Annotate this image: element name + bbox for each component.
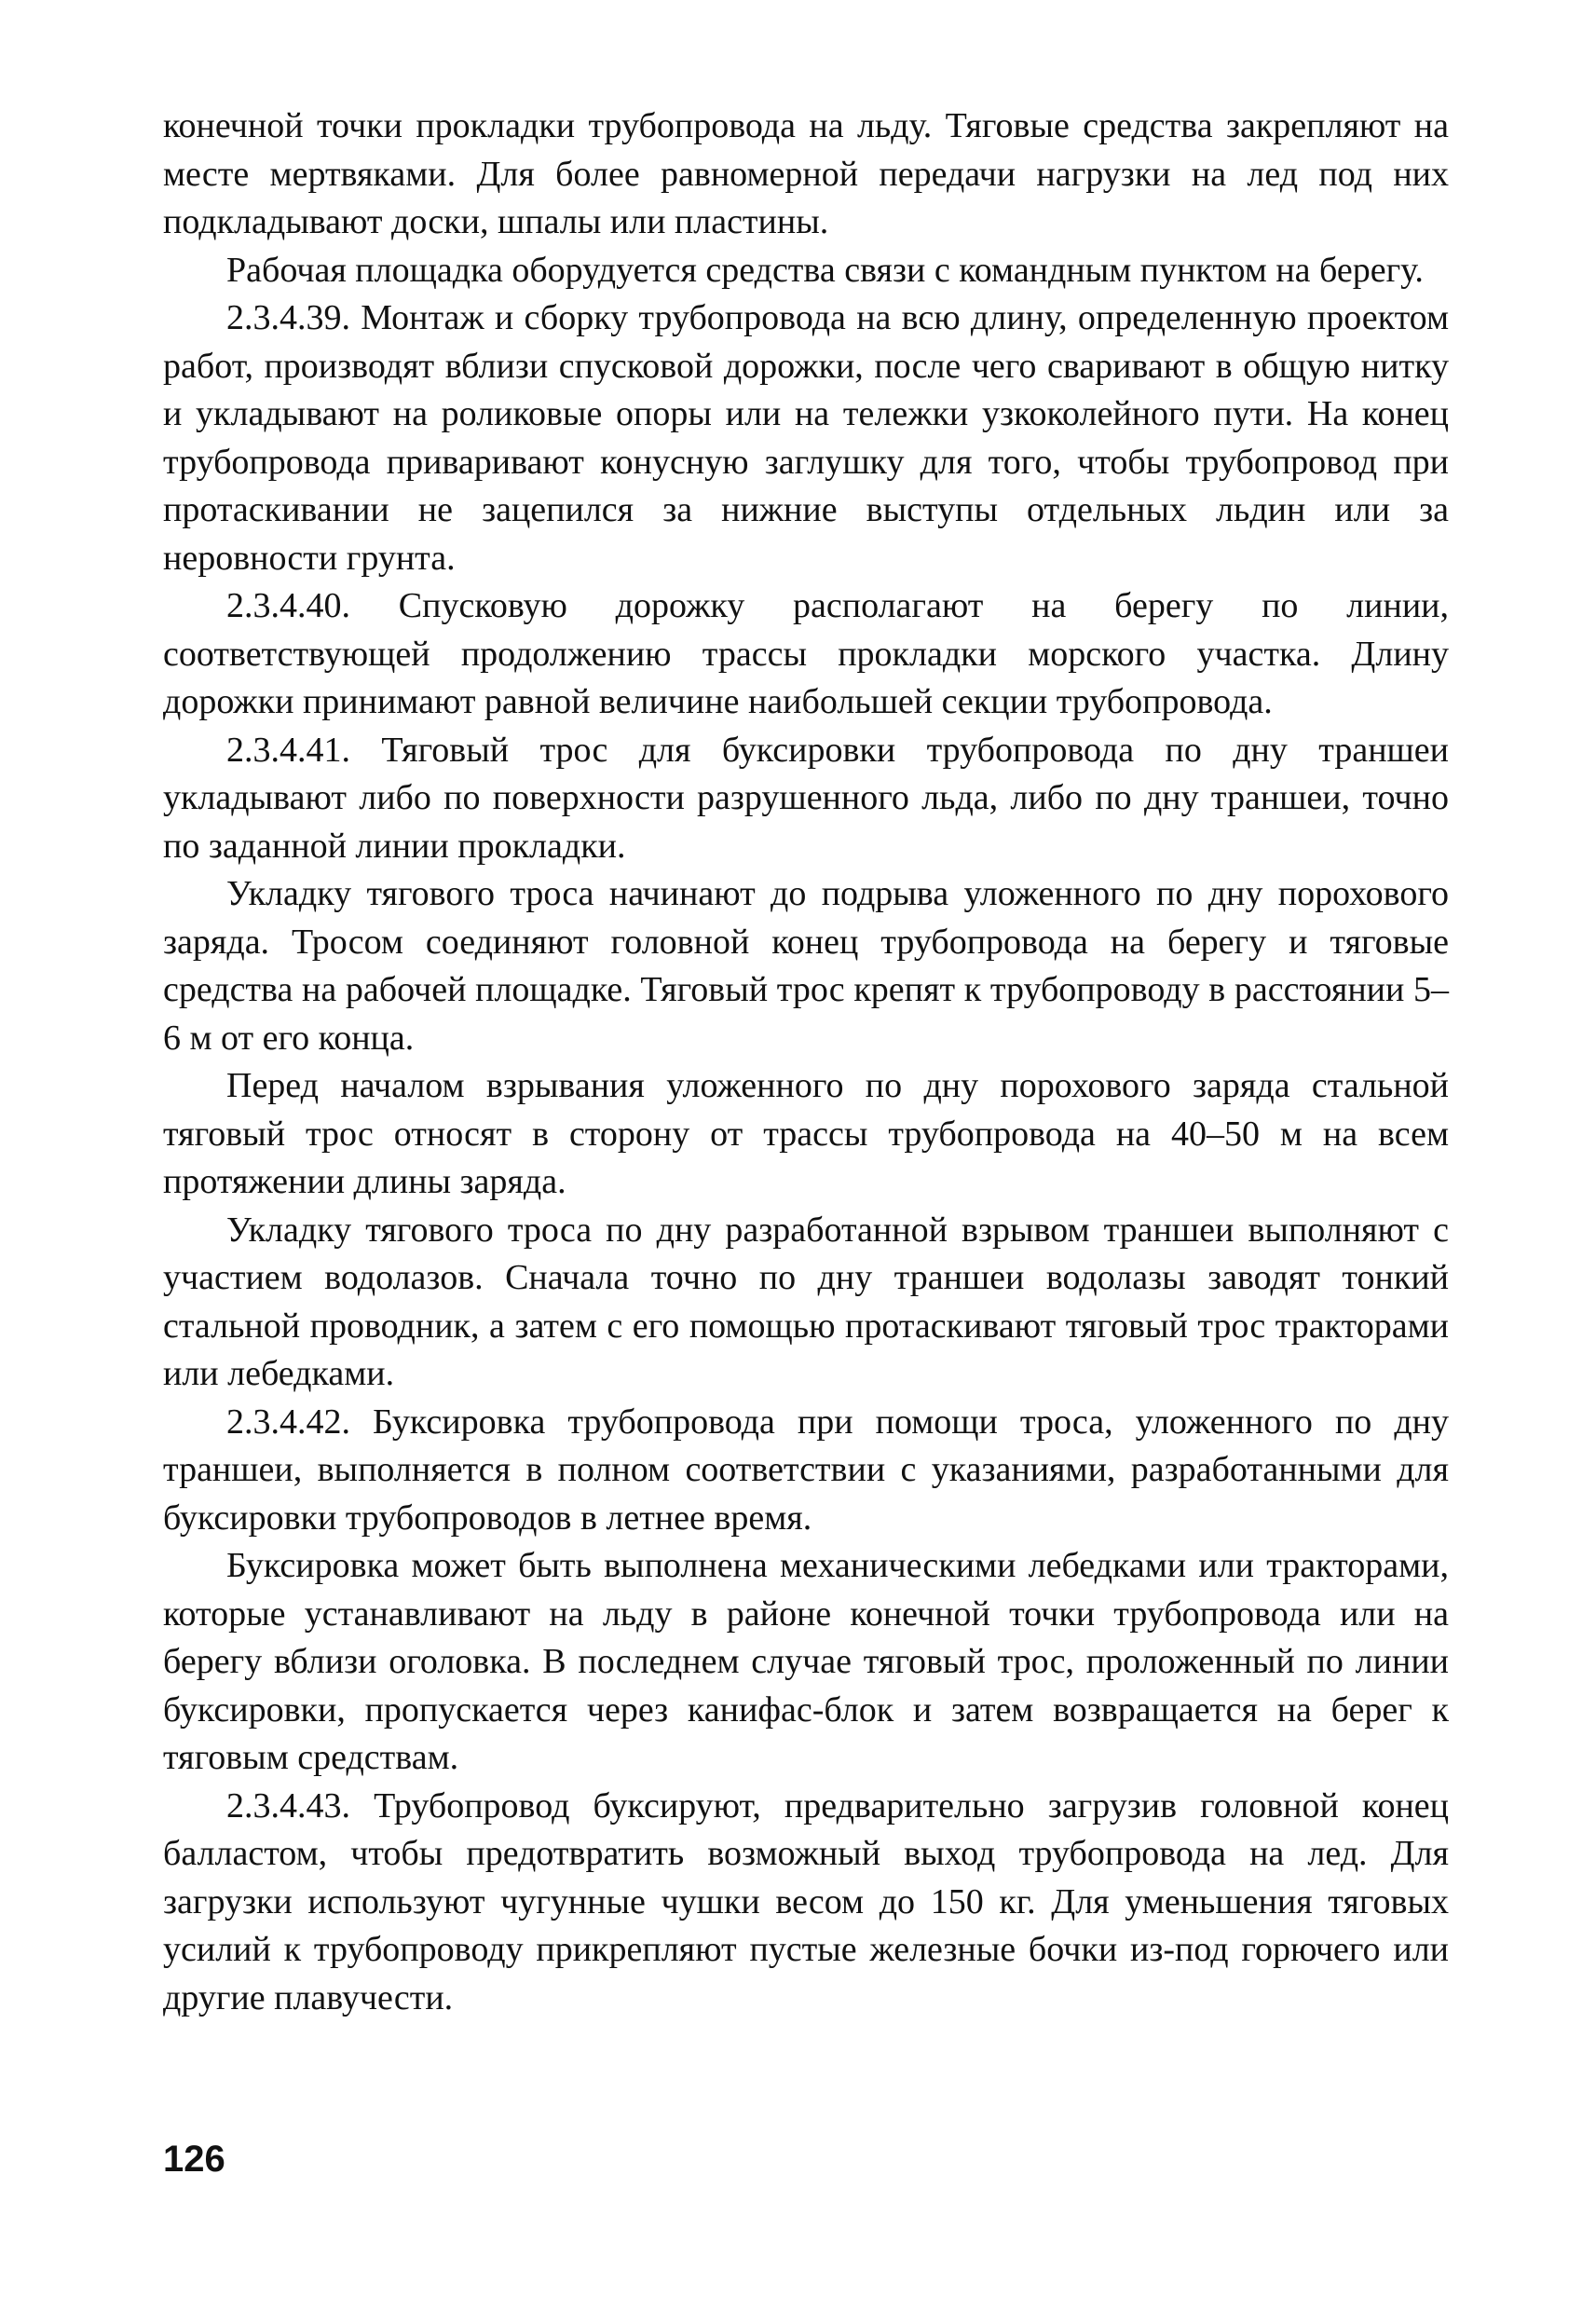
body-text [163,103,1449,2022]
paragraph-9: 2.3.4.42. Буксировка трубопровода при помощи троса, уложенного по дну траншеи, выполняется в полном соответствии с указаниями, разработанными для буксировки трубопроводов в летнее время. [163,1402,1449,1538]
paragraph-5: 2.3.4.41. Тяговый трос для буксировки трубопровода по дну траншеи укладывают либо по поверхности разрушенного льда, либо по дну траншеи, точно по заданной линии прокладки. [163,730,1449,866]
paragraph-6: Укладку тягового троса начинают до подрыва уложенного по дну порохового заряда. Тросом соединяют головной конец трубопровода на берегу и тяговые средства на рабочей площадке. Тяговый трос крепят к трубопроводу в расстоянии 5–6 м от его конца. [163,874,1449,1058]
paragraph-3: 2.3.4.39. Монтаж и сборку трубопровода на всю длину, определенную проектом работ, производят вблизи спусковой дорожки, после чего сваривают в общую нитку и укладывают на роликовые опоры или на тележки узкоколейного пути. На конец трубопровода приваривают конусную заглушку для того, чтобы трубопровод при протаскивании не зацепился за нижние выступы отдельных льдин или за неровности грунта. [163,298,1449,578]
paragraph-10: Буксировка может быть выполнена механическими лебедками или тракторами, которые устанавливают на льду в районе конечной точки трубопровода или на берегу вблизи оголовка. В последнем случае тяговый трос, проложенный по линии буксировки, пропускается через канифас-блок и затем возвращается на берег к тяговым средствам. [163,1546,1449,1777]
paragraph-4: 2.3.4.40. Спусковую дорожку располагают на берегу по линии, соответствующей продолжению трассы прокладки морского участка. Длину дорожки принимают равной величине наибольшей секции трубопровода. [163,586,1449,721]
page-number: 126 [163,2139,225,2180]
paragraph-11: 2.3.4.43. Трубопровод буксируют, предварительно загрузив головной конец балластом, чтобы предотвратить возможный выход трубопровода на лед. Для загрузки используют чугунные чушки весом до 150 кг. Для уменьшения тяговых усилий к трубопроводу прикрепляют пустые железные бочки из-под горючего или другие плавучести. [163,1785,1449,2017]
paragraph-2: Рабочая площадка оборудуется средства связи с командным пунктом на берегу. [226,250,1424,290]
paragraph-1: конечной точки прокладки трубопровода на льду. Тяговые средства закрепляют на месте мертвяками. Для более равномерной передачи нагрузки на лед под них подкладывают доски, шпалы или пластины. [163,106,1449,241]
paragraph-8: Укладку тягового троса по дну разработанной взрывом траншеи выполняют с участием водолазов. Сначала точно по дну траншеи водолазы заводят тонкий стальной проводник, а затем с его помощью протаскивают тяговый трос тракторами или лебедками. [163,1210,1449,1393]
paragraph-7: Перед началом взрывания уложенного по дну порохового заряда стальной тяговый трос относят в сторону от трассы трубопровода на 40–50 м на всем протяжении длины заряда. [163,1066,1449,1201]
